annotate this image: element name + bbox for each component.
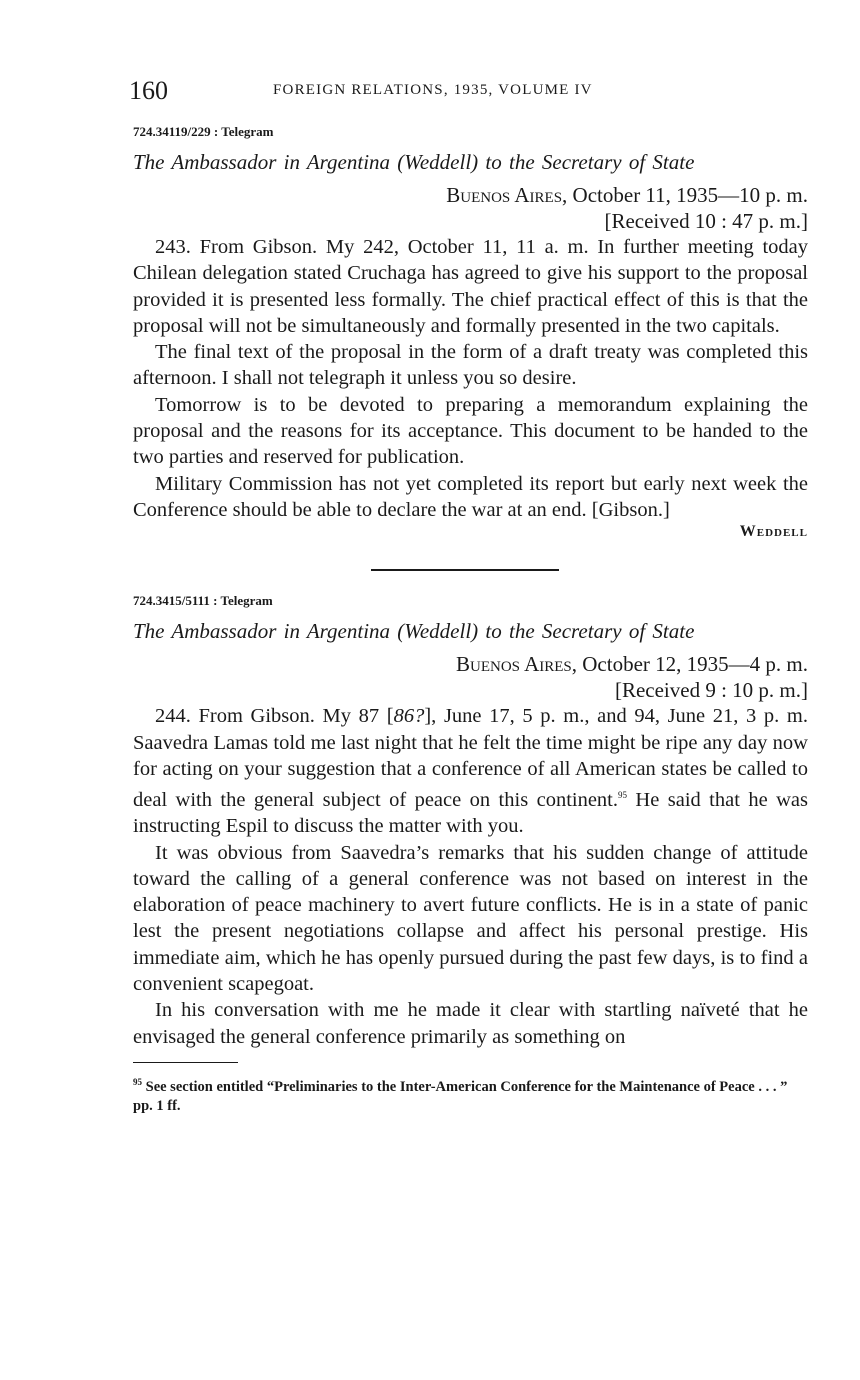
signature: Weddell [739,523,808,541]
place: Buenos Aires [446,183,563,207]
paragraph: 243. From Gibson. My 242, October 11, 11 a. m. In further meeting today Chilean delegation stated Cruchaga has agreed to give his support to the proposal provided it is presented less formally. The chief practical effect of this is that the proposal will not be simultaneously and formally presented in the two capitals. [133,236,808,337]
file-number: 724.3415/5111 : Telegram [133,593,273,609]
footnote-marker: 95 [133,1077,142,1088]
paragraph [133,703,808,839]
running-head: FOREIGN RELATIONS, 1935, VOLUME IV [273,82,593,98]
date: , October 11, 1935—10 p. m. [562,183,808,207]
paragraph-text: He said that he was instructing Espil to discuss the matter with you. [133,788,808,838]
document-page [129,76,808,1116]
footnote [133,1073,808,1116]
place: Buenos Aires [455,652,572,677]
document-title: The Ambassador in Argentina (Weddell) to the Secretary of State [133,619,695,644]
footnote-rule [133,1062,238,1064]
paragraph-text: ], June 17, 5 p. m., and 94, June 21, 3 p. m. Saavedra Lamas told me last night that he felt the time might be ripe any day now for acting on your suggestion that a conference of all American states be called to deal with the general subject of peace on this continent. [133,705,808,811]
paragraph: It was obvious from Saavedra’s remarks that his sudden change of attitude toward the calling of a general conference was not based on interest in the elaboration of peace machinery to avert future conflicts. He is in a state of panic lest the present negotiations collapse and affect his personal prestige. His immediate aim, which he has openly pursued during the past few days, is to find a convenient scapegoat. [133,841,808,996]
telegram-243 [133,124,808,541]
telegram-244 [133,593,808,1050]
dateline [133,182,808,208]
paragraph: In his conversation with me he made it clear with startling naïveté that he envisaged the general conference primarily as something on [133,999,808,1048]
paragraph-text: 244. From Gibson. My 87 [ [155,705,394,728]
file-number: 724.34119/229 : Telegram [133,124,274,139]
paragraph: The final text of the proposal in the form of a draft treaty was completed this afternoon. I shall not telegraph it unless you so desire. [133,341,808,390]
footnote-reference[interactable]: 95 [618,790,628,801]
paragraph: Tomorrow is to be devoted to preparing a memorandum explaining the proposal and the reasons for its acceptance. This document to be handed to the two parties and reserved for publication. [133,393,808,469]
editorial-correction: 86? [393,705,425,728]
received-line: [Received 10 : 47 p. m.] [604,209,808,233]
paragraph: Military Commission has not yet completed its report but early next week the Conference should be able to declare the war at an end. [Gibson.] [133,472,808,521]
document-title: The Ambassador in Argentina (Weddell) to the Secretary of State [133,150,695,174]
footnote-text: See section entitled “Preliminaries to the Inter-American Conference for the Maintenance of Peace . . . ” pp. 1 ff. [133,1079,788,1115]
received-line: [Received 9 : 10 p. m.] [614,678,808,703]
date: , October 12, 1935—4 p. m. [571,652,808,677]
page-number: 160 [129,76,168,105]
dateline [133,651,808,677]
section-separator [371,569,559,571]
page-header [129,76,808,110]
